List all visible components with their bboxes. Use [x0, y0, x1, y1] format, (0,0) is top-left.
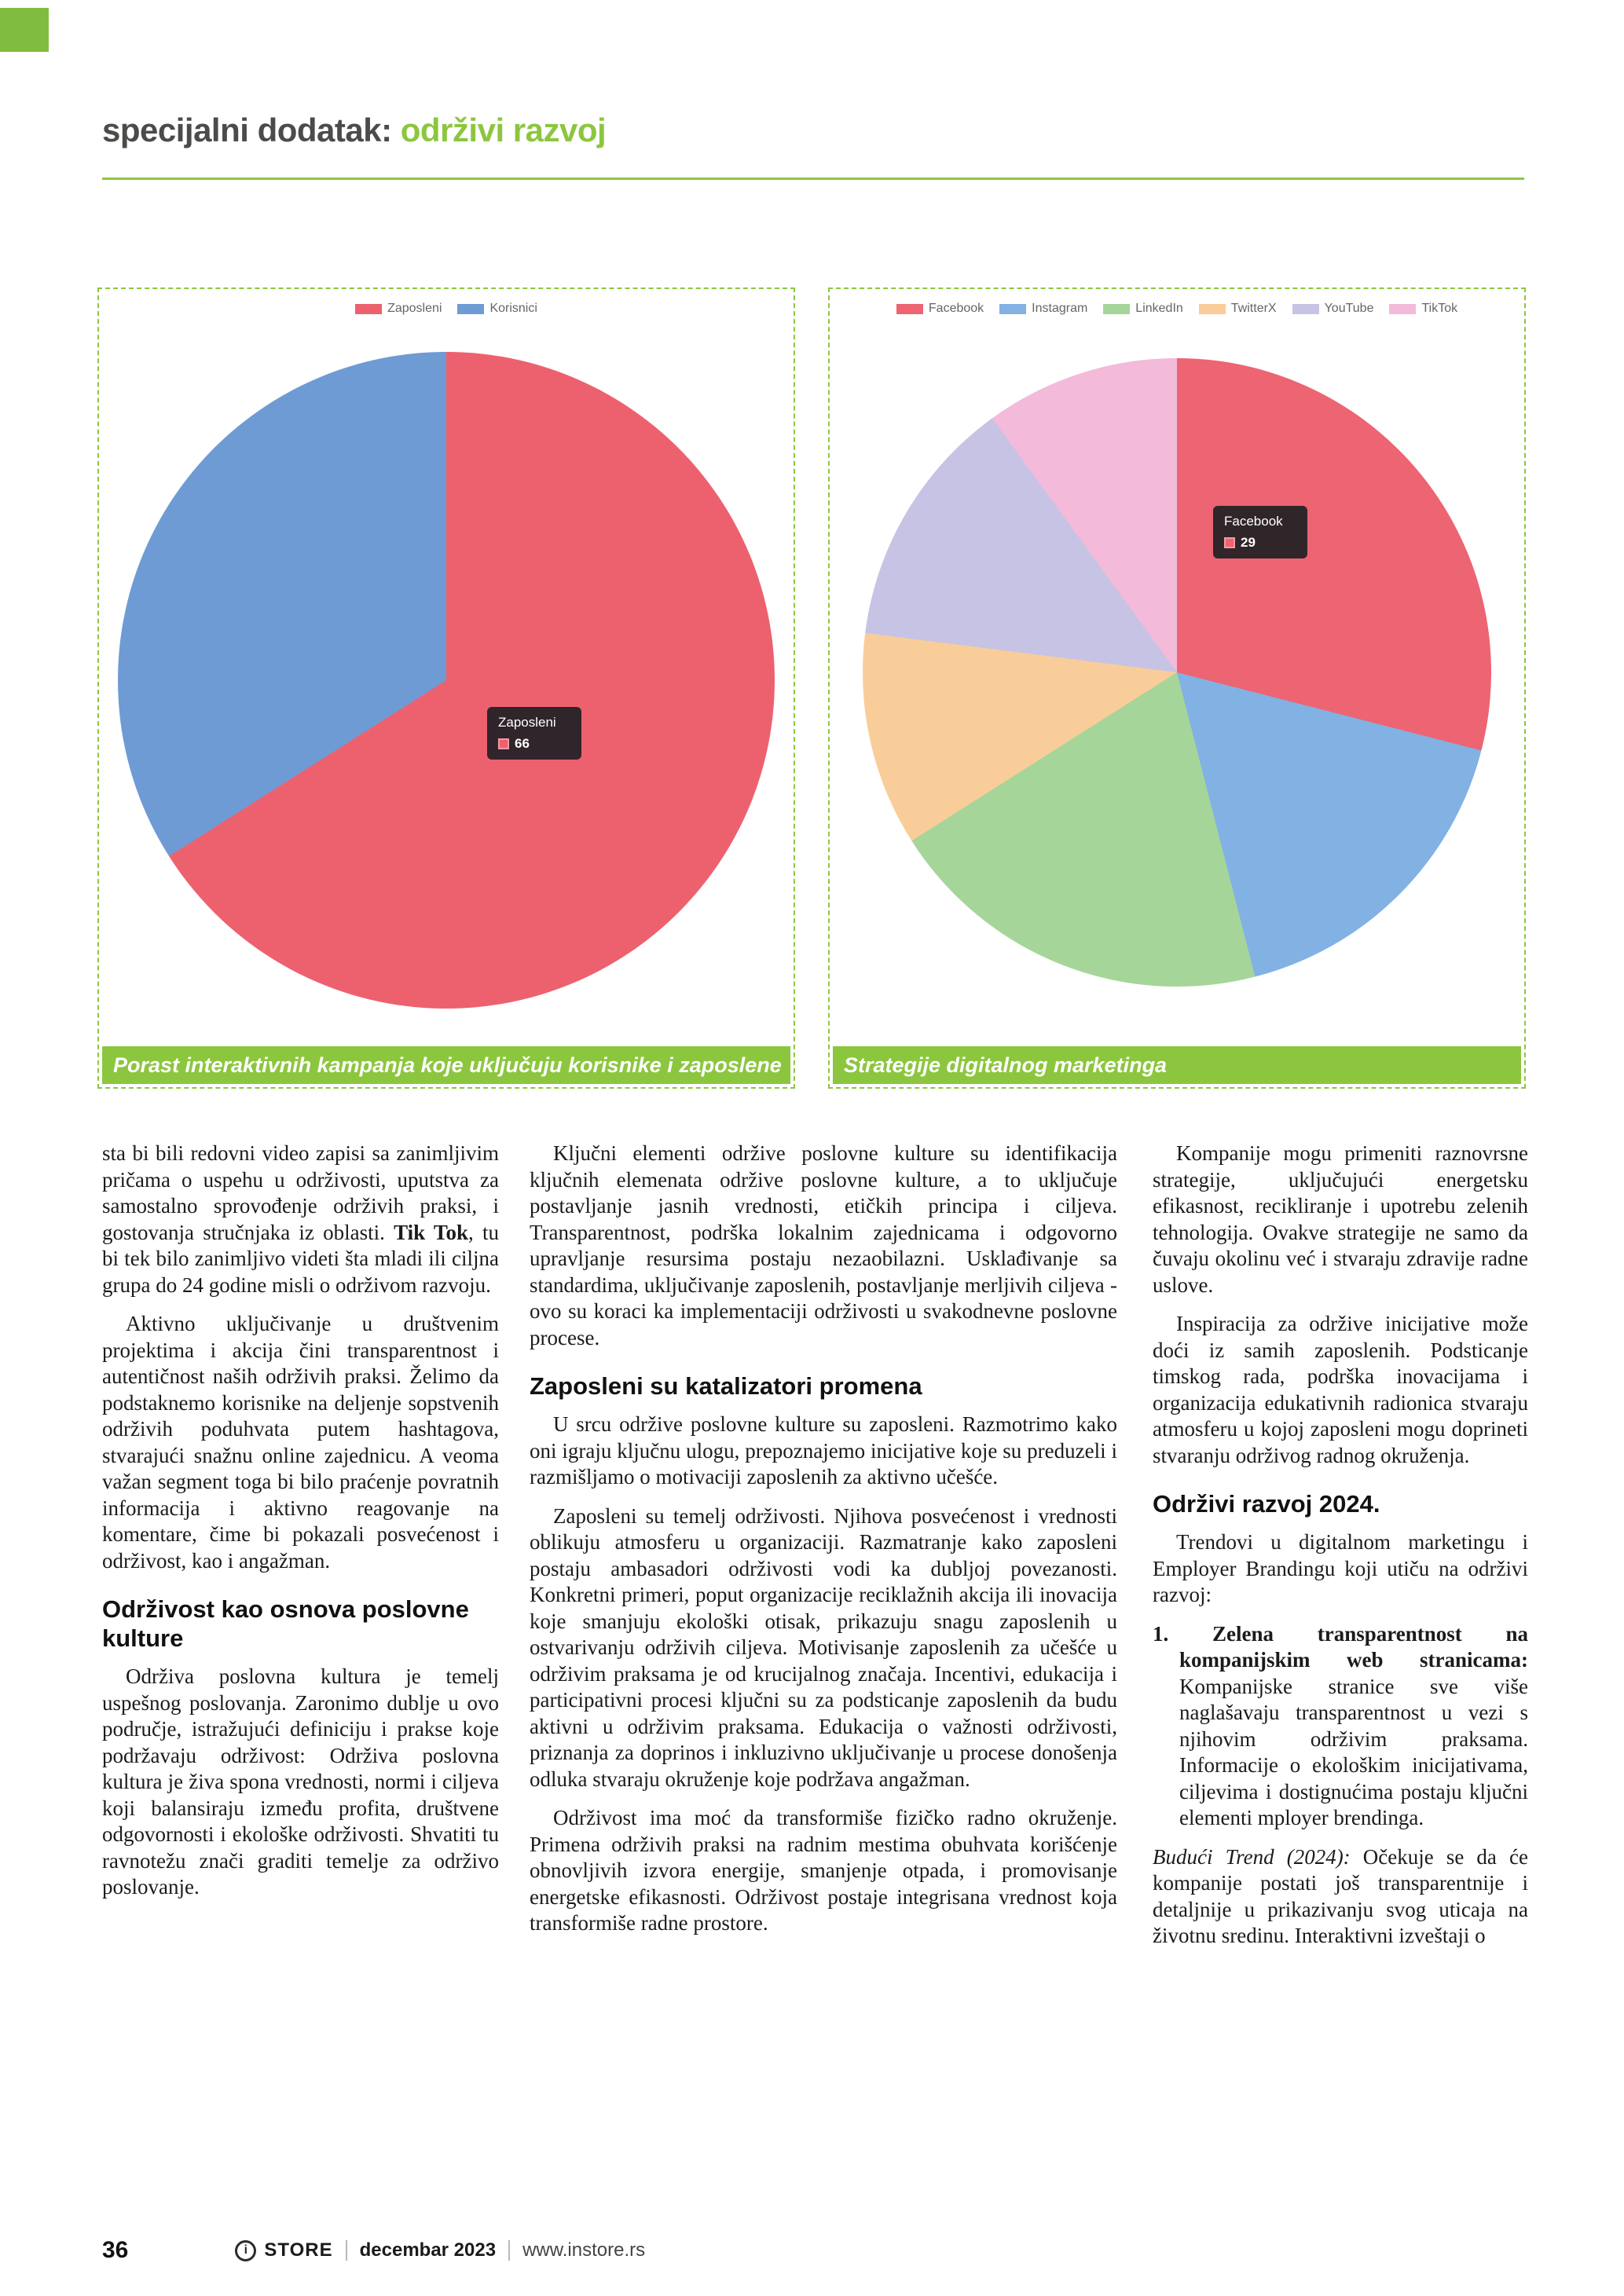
- pie-chart-campaigns: [97, 287, 795, 1089]
- legend-label: LinkedIn: [1135, 302, 1183, 315]
- page-footer: [102, 2237, 1522, 2264]
- legend-label: Zaposleni: [387, 302, 442, 315]
- tooltip-label: Facebook: [1224, 514, 1283, 529]
- tooltip-label: Zaposleni: [498, 715, 556, 730]
- legend-label: TwitterX: [1230, 302, 1277, 315]
- legend-label: Facebook: [928, 302, 984, 315]
- legend-item-linkedin: [1103, 302, 1183, 316]
- pie-chart-marketing-strategies: [828, 287, 1526, 1089]
- tooltip-swatch: [1224, 537, 1235, 548]
- legend-swatch: [1389, 304, 1416, 314]
- body-paragraph: Budući Trend (2024): Očekuje se da će kompanije postati još transparentnije i detaljnije u prikazivanju svog uticaja na životnu sredinu. Interaktivni izveštaji o: [1153, 1844, 1528, 1947]
- footer-brand-group: [235, 2239, 645, 2261]
- chart-legend: [830, 302, 1524, 316]
- issue-date: decembar 2023: [359, 2239, 497, 2261]
- legend-swatch: [355, 304, 382, 314]
- body-paragraph: Inspiracija za održive inicijative može doći iz samih zaposlenih. Podsticanje timskog rada, podrška inovacijama i organizacija edukativnih radionica stvaraju atmosferu u kojoj zaposleni mogu doprineti stvaranju održivog radnog okruženja.: [1153, 1312, 1528, 1467]
- legend-item-twitterx: [1199, 302, 1277, 316]
- body-paragraph: Trendovi u digitalnom marketingu i Employer Brandingu koji utiču na održivi razvoj:: [1153, 1530, 1528, 1606]
- legend-swatch: [1199, 304, 1226, 314]
- legend-item-korisnici: [457, 302, 537, 316]
- body-paragraph: Kompanije mogu primeniti raznovrsne strategije, uključujući energetsku efikasnost, recikliranje i upotrebu zelenih tehnologija. Ovakve strategije ne samo da čuvaju okolinu već i stvaraju zdravije radne uslove.: [1153, 1141, 1528, 1297]
- page-number: 36: [102, 2237, 129, 2263]
- body-paragraph: sta bi bili redovni video zapisi sa zanimljivim pričama o uspehu u održivosti, uputstva za samostalno sprovođenje održivih praksi, i gostovanja stručnjaka iz oblasti. Tik Tok, tu bi tek bilo zanimljivo videti šta mladi ili ciljna grupa do 24 godine misli o održivom razvoju.: [102, 1141, 499, 1297]
- legend-label: YouTube: [1324, 302, 1374, 315]
- legend-item-instagram: [999, 302, 1087, 316]
- body-paragraph: Održiva poslovna kultura je temelj uspešnog poslovanja. Zaronimo dublje u ovo područje, istražujući definiciju i prakse koje podržavaju održivost: Održiva poslovna kultura je živa spona vrednosti, normi i ciljeva koji balansiraju između profita, društvene odgovornosti i ekološke održivosti. Shvatiti tu ravnotežu znači graditi temelje za održivo poslovanje.: [102, 1664, 499, 1899]
- chart-caption: Porast interaktivnih kampanja koje uključuju korisnike i zaposlene: [102, 1046, 790, 1084]
- section-heading: Zaposleni su katalizatori promena: [530, 1372, 922, 1400]
- chart-tooltip: [487, 707, 581, 760]
- legend-swatch: [999, 304, 1026, 314]
- legend-item-tiktok: [1389, 302, 1457, 316]
- legend-swatch: [1292, 304, 1319, 314]
- legend-label: Korisnici: [489, 302, 537, 315]
- legend-swatch: [457, 304, 484, 314]
- corner-accent-square: [0, 8, 49, 52]
- header-rule: [102, 178, 1524, 180]
- footer-divider: [346, 2240, 347, 2261]
- body-paragraph: Aktivno uključivanje u društvenim projektima i akcija čini transparentnost i autentičnost naših održivih praksi. Želimo da podstaknemo korisnike na deljenje sopstvenih održivih poduhvata putem hashtagova, stvarajući snažnu online zajednicu. A veoma važan segment toga bi bilo praćenje povratnih informacija i aktivno reagovanje na komentare, čime bi pokazali posvećenost i održivost, kao i angažman.: [102, 1312, 499, 1573]
- tooltip-value: 66: [515, 736, 530, 751]
- chart-caption: Strategije digitalnog marketinga: [833, 1046, 1521, 1084]
- kicker-prefix: specijalni dodatak:: [102, 112, 392, 148]
- body-paragraph: U srcu održive poslovne kulture su zaposleni. Razmotrimo kako oni igraju ključnu ulogu, prepoznajemo inicijative koje su preduzeli i razmišljamo o motivaciji zaposlenih za aktivno učešće.: [530, 1412, 1117, 1489]
- pie-graphic: [118, 352, 775, 1009]
- body-paragraph: Ključni elementi održive poslovne kulture su identifikacija ključnih elemenata održive poslovne kulture, a to uključuje postavljanje jasnih vrednosti, etičkih principa i ciljeva. Transparentnost, podrška lokalnim zajednicama i odgovorno upravljanje resursima postaju nezaobilazni. Usklađivanje sa standardima, uključivanje zaposlenih, postavljanje merljivih ciljeva - ovo su koraci ka implementaciji održivosti u svakodnevne poslovne procese.: [530, 1141, 1117, 1349]
- legend-label: Instagram: [1032, 302, 1088, 315]
- instore-logo-icon: i: [235, 2240, 256, 2261]
- body-paragraph: Održivost ima moć da transformiše fizičko radno okruženje. Primena održivih praksi na radnim mestima obuhvata korišćenje obnovljivih izvora energije, smanjenje otpada, i promovisanje energetske efikasnosti. Održivost postaje integrisana vrednost koja transformiše radne prostore.: [530, 1806, 1117, 1935]
- article-column-1: [102, 1141, 499, 1913]
- body-paragraph: Zaposleni su temelj održivosti. Njihova posvećenost i vrednosti oblikuju atmosferu u organizaciji. Razmatranje kako zaposleni postaju ambasadori održivosti vodi ka dubljoj povezanosti. Konkretni primeri, poput organizacije reciklažnih akcija ili inovacija koje smanjuju ekološki otisak, prikazuju snagu zaposlenih u ostvarivanju održivih ciljeva. Motivisanje zaposlenih za učešće u održivim praksama je od krucijalnog značaja. Incentivi, edukacija i participativni procesi ključni su za podsticanje zaposlenih da budu aktivni u održivim praksama. Edukacija o važnosti održivosti, priznanja za doprinos i inkluzivno uključivanje u procese donošenja odluka stvaraju okruženje koje podržava angažman.: [530, 1503, 1117, 1791]
- pie-graphic: [863, 358, 1491, 987]
- website-link[interactable]: www.instore.rs: [522, 2239, 646, 2261]
- chart-legend: [99, 302, 794, 316]
- legend-item-zaposleni: [355, 302, 442, 316]
- kicker-accent: održivi razvoj: [400, 112, 607, 148]
- legend-item-youtube: [1292, 302, 1374, 316]
- legend-swatch: [1103, 304, 1130, 314]
- brand-name: STORE: [264, 2239, 333, 2261]
- article-column-2: [530, 1141, 1117, 1950]
- tooltip-value: 29: [1241, 535, 1256, 550]
- page-kicker: [102, 112, 606, 149]
- legend-label: TikTok: [1421, 302, 1458, 315]
- footer-divider: [508, 2240, 510, 2261]
- body-paragraph: 1. Zelena transparentnost na kompanijskim web stranicama: Kompanijske stranice sve više naglašavaju transparentnost u vezi s njihovim održivim praksama. Informacije o ekološkim inicijativama, ciljevima i dostignućima postaju ključni elementi mployer brendinga.: [1153, 1621, 1528, 1829]
- legend-swatch: [896, 304, 923, 314]
- article-column-3: [1153, 1141, 1528, 1962]
- section-heading: Održivi razvoj 2024.: [1153, 1490, 1380, 1518]
- legend-item-facebook: [896, 302, 984, 316]
- section-heading: Održivost kao osnova poslovne kulture: [102, 1595, 469, 1652]
- tooltip-swatch: [498, 738, 509, 749]
- chart-tooltip: [1213, 506, 1307, 558]
